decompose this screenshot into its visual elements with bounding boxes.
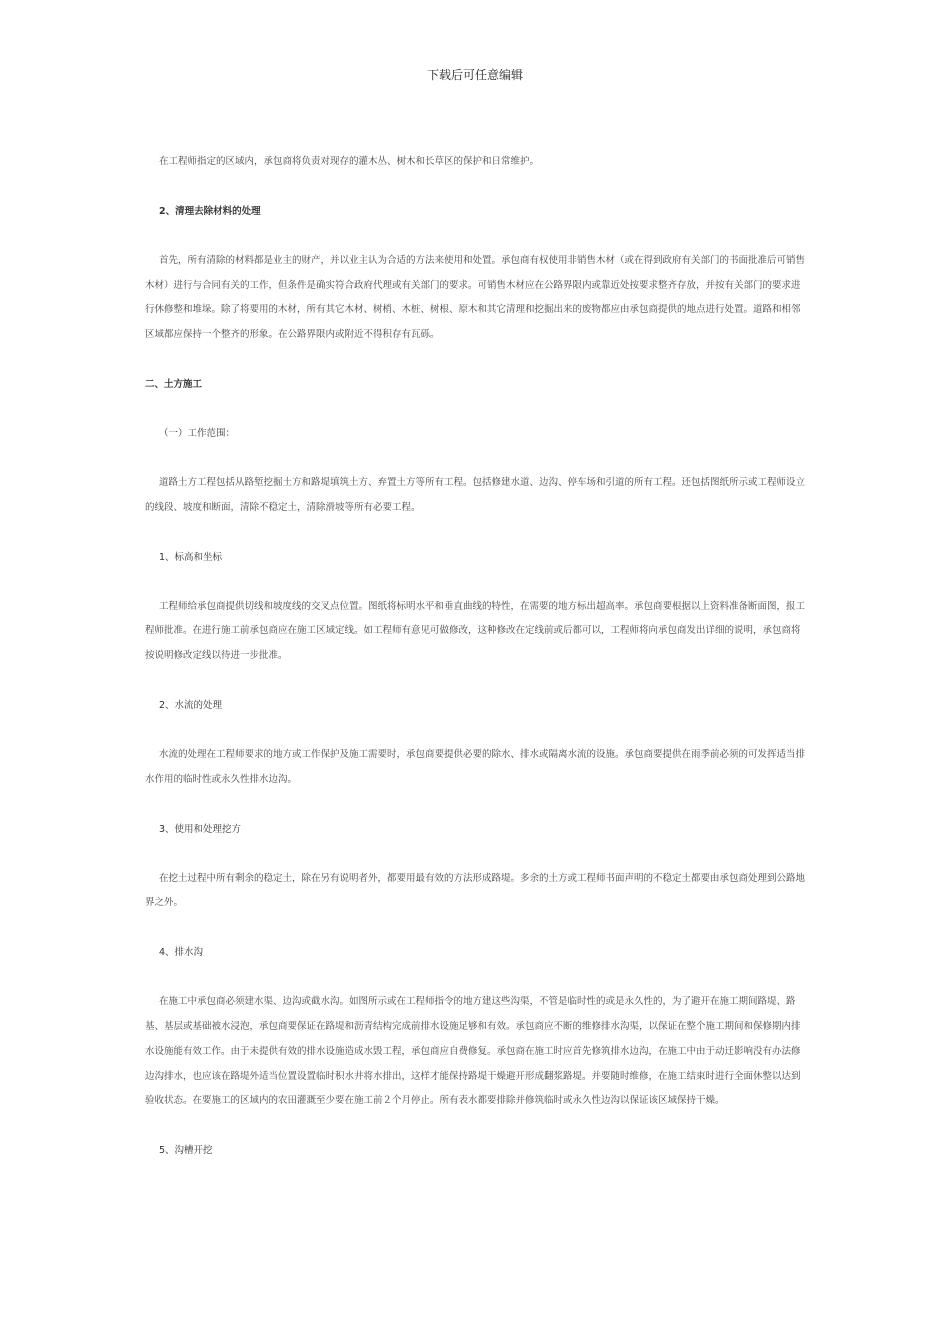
- subsection-heading: （一）工作范围：: [159, 427, 236, 439]
- paragraph: 水流的处理在工程师要求的地方或工作保护及施工需要时，承包商要提供必要的除水、排水或隔离水流的设施。承包商要提供在雨季前必须的可发挥适当排水作用的临时性或永久性排水边沟。: [145, 748, 806, 785]
- paragraph: 在工程师指定的区域内，承包商将负责对现存的灌木丛、树木和长草区的保护和日常维护。: [159, 156, 540, 167]
- paragraph: 道路土方工程包括从路堑挖掘土方和路堤填筑土方、弃置土方等所有工程。包括修建水道、边沟、停车场和引道的所有工程。还包括图纸所示或工程师设立的线段、坡度和断面，清除不稳定土，清除滑坡等所有必要工程。: [145, 476, 806, 513]
- section-heading: 1、标高和坐标: [159, 551, 223, 563]
- page-header: 下载后可任意编辑: [426, 68, 523, 82]
- paragraph: 首先，所有清除的材料都是业主的财产，并以业主认为合适的方法来使用和处置。承包商有权使用非销售木材（或在得到政府有关部门的书面批准后可销售木材）进行与合同有关的工作，但条件是确实符合政府代理或有关部门的要求。可销售木材应在公路界限内或靠近处按要求整齐存放，并按有关部门的要求进行休修整和堆垛。除了将要用的木材，所有其它木材、树梢、木桩、树根、原木和其它清理和挖掘出来的废物都应由承包商提供的地点进行处置。道路和相邻区域都应保持一个整齐的形象。在公路界限内或附近不得积存有瓦砾。: [145, 254, 806, 341]
- section-heading: 3、使用和处理挖方: [159, 823, 242, 835]
- chapter-heading: 二、土方施工: [145, 378, 203, 390]
- paragraph: 在挖土过程中所有剩余的稳定土，除在另有说明者外，都要用最有效的方法形成路堤。多余的土方或工程师书面声明的不稳定土都要由承包商处理到公路地界之外。: [145, 872, 806, 909]
- section-heading: 5、沟槽开挖: [159, 1145, 213, 1157]
- section-heading: 4、排水沟: [159, 947, 204, 959]
- section-heading: 2、清理去除材料的处理: [159, 205, 261, 217]
- paragraph: 工程师给承包商提供切线和坡度线的交叉点位置。图纸将标明水平和垂直曲线的特性，在需要的地方标出超高率。承包商要根据以上资料准备断面图，报工程师批准。在进行施工前承包商应在施工区域定线。如工程师有意见可做修改，这种修改在定线前或后都可以，工程师将向承包商发出详细的说明，承包商将按说明修改定线以待进一步批准。: [145, 600, 806, 662]
- document-body: [145, 150, 808, 1163]
- paragraph: 在施工中承包商必须建水渠、边沟或截水沟。如图所示或在工程师指令的地方建这些沟渠，不管是临时性的或是永久性的，为了避开在施工期间路堤、路基、基层或基础被水浸泡，承包商要保证在路堤和沥青结构完成前排水设施足够和有效。承包商应不断的维修排水沟渠，以保证在整个施工期间和保修期内排水设施能有效工作。由于未提供有效的排水设施造成水毁工程，承包商应自费修复。承包商在施工时应首先修筑排水边沟，在施工中由于动迁影响没有办法修边沟排水，也应该在路堤外适当位置设置临时积水井将水排出，这样才能保持路堤干燥避开形成翻浆路堤。并要随时维修，在施工结束时进行全面休整以达到验收状态。在要施工的区域内的农田灌溉至少要在施工前２个月停止。所有表水都要排除并修筑临时或永久性边沟以保证该区域保持干燥。: [145, 996, 801, 1107]
- section-heading: 2、水流的处理: [159, 699, 223, 711]
